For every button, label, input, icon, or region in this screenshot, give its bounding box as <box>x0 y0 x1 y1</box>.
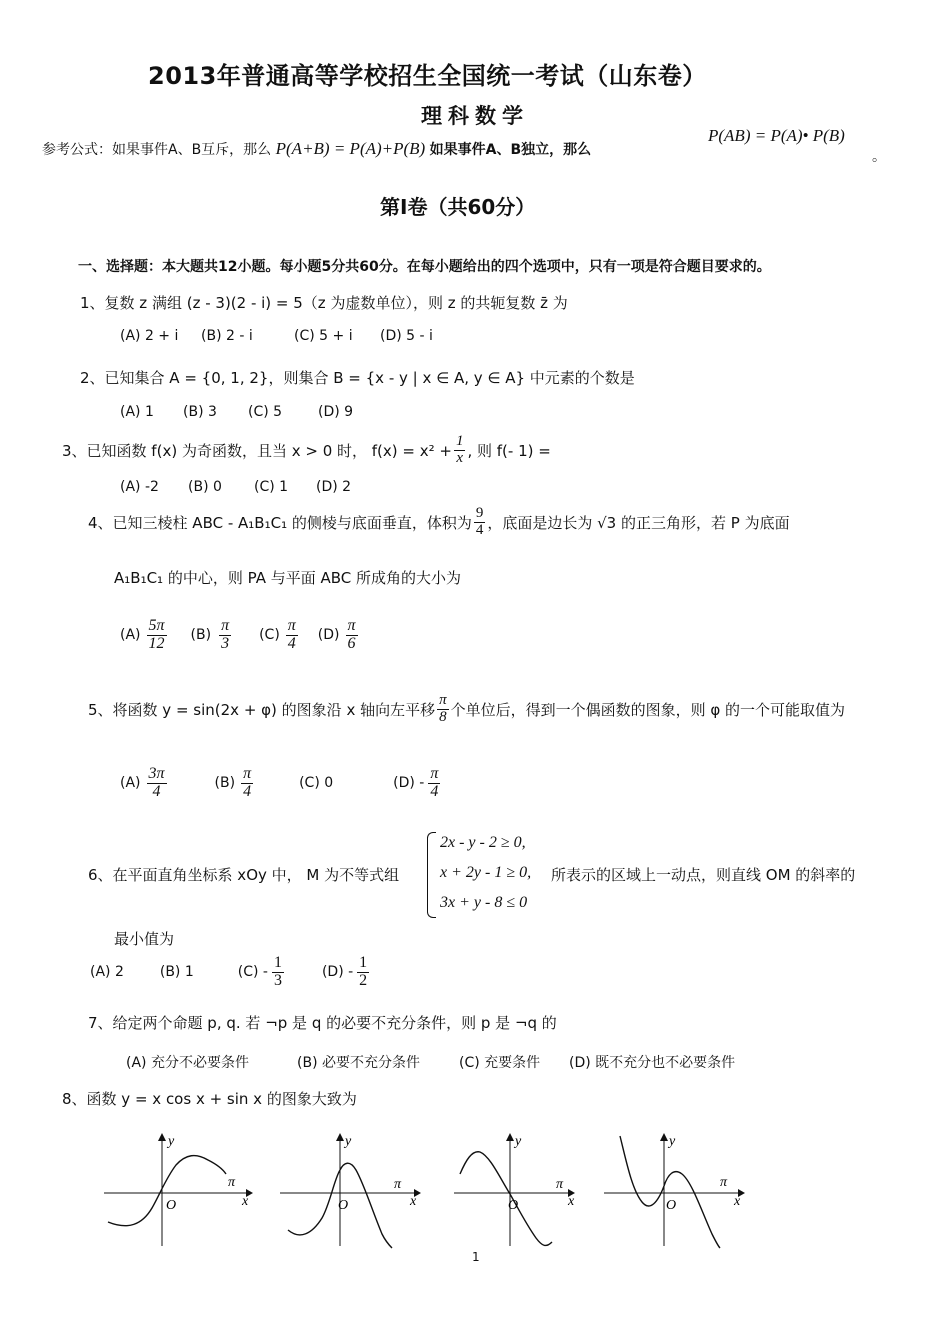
q1-option-d: (D) 5 - i <box>380 328 433 344</box>
q5-option-d-label: (D) - <box>393 775 425 792</box>
graph-c-pi-label: π <box>556 1177 564 1192</box>
q4-stem-part-b: ，底面是边长为 √3 的正三角形，若 P 为底面 <box>487 513 790 532</box>
graph-b-x-label: x <box>410 1194 417 1209</box>
q8-graph-c <box>452 1130 582 1250</box>
q5-option-d-den: 4 <box>430 782 439 800</box>
graph-a-pi-label: π <box>228 1175 236 1190</box>
graph-a-curve <box>108 1156 226 1226</box>
q6-option-d-den: 2 <box>359 971 368 989</box>
graph-b-origin: O <box>338 1198 349 1213</box>
q2-option-a: (A) 1 <box>120 404 154 420</box>
q4-option-b-num: π <box>221 617 230 634</box>
section-intro: 一、选择题：本大题共12小题。每小题5分共60分。在每小题给出的四个选项中，只有一项是符合题目要求的。 <box>78 259 771 275</box>
graph-d-pi-label: π <box>720 1175 728 1190</box>
q1-option-c: (C) 5 + i <box>294 328 353 344</box>
q7-option-c: (C) 充要条件 <box>459 1055 541 1071</box>
graph-c-curve <box>460 1152 552 1246</box>
graph-c-origin: O <box>508 1198 519 1213</box>
q5-option-b-num: π <box>243 765 252 782</box>
q1-option-b: (B) 2 - i <box>201 328 253 344</box>
q1-stem: 1、复数 z 满组 (z - 3)(2 - i) = 5（z 为虚数单位），则 z 的共轭复数 z̄ 为 <box>80 294 568 312</box>
q4-option-d-label: (D) <box>317 627 340 644</box>
q6-inequality-2: x + 2y - 1 ≥ 0, <box>440 864 532 881</box>
q5-shift-fraction <box>437 693 449 726</box>
q8-graph-b <box>278 1130 428 1250</box>
q4-option-b-den: 3 <box>221 634 230 652</box>
q4-option-a-num: 5π <box>148 617 165 634</box>
q5-stem-part-a: 5、将函数 y = sin(2x + φ) 的图象沿 x 轴向左平移 <box>88 700 436 719</box>
q4-option-b-label: (B) <box>190 627 212 644</box>
formula-middle: 如果事件A、B独立，那么 <box>429 142 592 158</box>
q3-option-a: (A) -2 <box>120 479 159 495</box>
graph-d-curve <box>620 1136 720 1248</box>
q6-option-d-num: 1 <box>359 954 368 971</box>
q4-option-d-value <box>346 618 358 653</box>
section-title: 第Ⅰ卷（共60分） <box>380 195 536 219</box>
q5-option-d-value <box>428 766 440 801</box>
q3-stem-part-a: 3、已知函数 f(x) 为奇函数，且当 x > 0 时， f(x) = x² + <box>62 441 452 460</box>
q8-graph-d <box>602 1130 752 1250</box>
q3-frac-den: x <box>456 449 464 466</box>
q4-stem-part-a: 4、已知三棱柱 ABC - A₁B₁C₁ 的侧棱与底面垂直，体积为 <box>88 513 472 532</box>
q3-option-c: (C) 1 <box>254 479 289 495</box>
q5-option-a-den: 4 <box>152 782 161 800</box>
q6-options <box>90 955 371 990</box>
q5-stem-part-b: 个单位后，得到一个偶函数的图象，则 φ 的一个可能取值为 <box>450 700 846 719</box>
page-number: 1 <box>472 1250 480 1264</box>
q6-inequality-3: 3x + y - 8 ≤ 0 <box>440 894 528 911</box>
q1-option-a: (A) 2 + i <box>120 328 179 344</box>
graph-c-x-label: x <box>568 1194 575 1209</box>
q7-stem: 7、给定两个命题 p, q. 若 ¬p 是 q 的必要不充分条件，则 p 是 ¬q 的 <box>88 1014 557 1032</box>
formula-independent: P(AB) = P(A)• P(B) <box>708 126 845 145</box>
q7-option-d: (D) 既不充分也不必要条件 <box>569 1055 736 1071</box>
graph-b-y-label: y <box>345 1134 352 1149</box>
q5-shift-num: π <box>439 692 447 708</box>
q3-option-b: (B) 0 <box>188 479 222 495</box>
q5-option-d-num: π <box>430 765 439 782</box>
q6-option-c-num: 1 <box>273 954 282 971</box>
q4-option-c-label: (C) <box>259 627 280 644</box>
exam-title: 2013年普通高等学校招生全国统一考试（山东卷） <box>148 62 707 90</box>
graph-a-y-arrow <box>158 1133 166 1141</box>
graph-c-y-arrow <box>506 1133 514 1141</box>
q5-shift-den: 8 <box>439 708 447 725</box>
q2-stem: 2、已知集合 A = {0, 1, 2}，则集合 B = {x - y | x ∈ A, y ∈ A} 中元素的个数是 <box>80 369 635 387</box>
graph-d-y-label: y <box>669 1134 676 1149</box>
q8-stem: 8、函数 y = x cos x + sin x 的图象大致为 <box>62 1090 357 1108</box>
q4-option-a-value <box>147 618 167 653</box>
graph-b-pi-label: π <box>394 1177 402 1192</box>
q6-inequality-1: 2x - y - 2 ≥ 0, <box>440 834 526 851</box>
graph-d-origin: O <box>666 1198 677 1213</box>
q6-option-c-den: 3 <box>273 971 282 989</box>
q4-stem-line2: A₁B₁C₁ 的中心，则 PA 与平面 ABC 所成角的大小为 <box>114 569 462 587</box>
q4-option-d-den: 6 <box>347 634 356 652</box>
q5-option-b-den: 4 <box>243 782 252 800</box>
graph-b-y-arrow <box>336 1133 344 1141</box>
q3-fraction <box>454 434 466 467</box>
q6-option-c-value <box>272 955 284 990</box>
formula-prefix: 参考公式：如果事件A、B互斥，那么 <box>42 142 272 158</box>
formula-end: 。 <box>872 149 886 165</box>
q6-option-a: (A) 2 <box>90 964 124 981</box>
q6-option-d-label: (D) - <box>321 964 354 981</box>
q5-option-c: (C) 0 <box>299 775 334 792</box>
q6-option-b: (B) 1 <box>159 964 194 981</box>
q6-stem-part-a: 6、在平面直角坐标系 xOy 中， M 为不等式组 <box>88 866 400 884</box>
q5-options <box>120 766 442 801</box>
q4-option-d-num: π <box>347 617 356 634</box>
q5-option-b-value <box>241 766 253 801</box>
q4-volume-den: 4 <box>475 521 484 538</box>
q5-stem <box>88 693 845 726</box>
q6-option-c-label: (C) - <box>237 964 268 981</box>
q5-option-a-label: (A) <box>120 775 141 792</box>
q4-option-b-value <box>219 618 231 653</box>
q5-option-b-label: (B) <box>214 775 236 792</box>
q4-option-a-den: 12 <box>148 634 165 652</box>
q3-stem-part-b: , 则 f(- 1) = <box>467 441 551 460</box>
graph-a-x-label: x <box>242 1194 249 1209</box>
exam-subtitle: 理科数学 <box>421 104 529 128</box>
q5-option-a-num: 3π <box>148 765 165 782</box>
q3-frac-num: 1 <box>455 433 464 449</box>
q6-option-d-value <box>357 955 369 990</box>
q2-option-b: (B) 3 <box>183 404 217 420</box>
q6-stem-part-b: 所表示的区域上一动点，则直线 OM 的斜率的 <box>551 866 856 884</box>
q6-system-brace <box>427 832 436 918</box>
q3-stem <box>62 434 551 467</box>
q3-option-d: (D) 2 <box>316 479 352 495</box>
q4-options <box>120 618 360 653</box>
q4-option-c-value <box>286 618 298 653</box>
formula-line <box>42 139 591 159</box>
q2-option-d: (D) 9 <box>318 404 354 420</box>
q4-option-c-den: 4 <box>287 634 296 652</box>
q4-volume-fraction <box>474 506 486 539</box>
graph-c-y-label: y <box>515 1134 522 1149</box>
graph-a-origin: O <box>166 1198 177 1213</box>
q4-stem <box>88 506 790 539</box>
q5-option-a-value <box>147 766 167 801</box>
q6-stem-part-c: 最小值为 <box>114 930 175 948</box>
graph-a-y-label: y <box>168 1134 175 1149</box>
q7-option-b: (B) 必要不充分条件 <box>297 1055 420 1071</box>
q4-volume-num: 9 <box>475 505 484 521</box>
formula-mutually-exclusive: P(A+B) = P(A)+P(B) <box>275 139 426 158</box>
graph-d-x-label: x <box>734 1194 741 1209</box>
q4-option-a-label: (A) <box>120 627 141 644</box>
q8-graph-a <box>100 1130 260 1250</box>
q4-option-c-num: π <box>287 617 296 634</box>
q2-option-c: (C) 5 <box>248 404 283 420</box>
graph-d-y-arrow <box>660 1133 668 1141</box>
q7-option-a: (A) 充分不必要条件 <box>126 1055 249 1071</box>
